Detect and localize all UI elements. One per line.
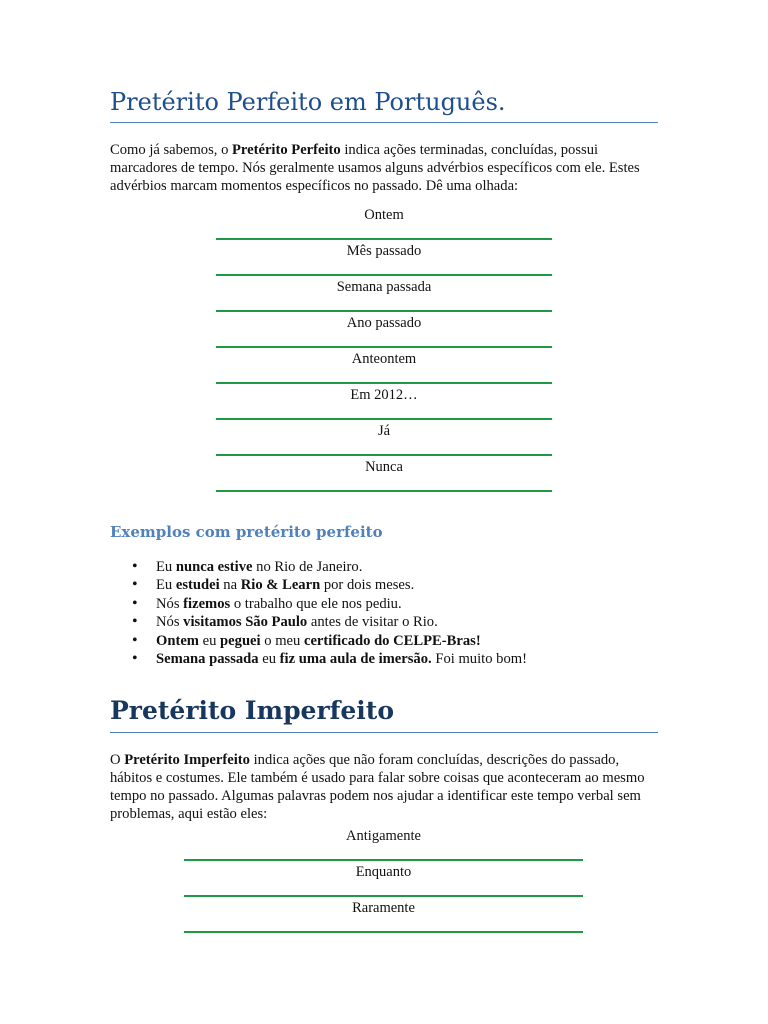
list-item	[110, 576, 670, 594]
examples-list	[110, 558, 670, 668]
intro-paragraph-perfeito	[110, 141, 660, 195]
intro-paragraph-imperfeito	[110, 751, 662, 823]
table-cell: Mês passado	[346, 243, 422, 259]
table-cell: Semana passada	[336, 279, 432, 295]
bold-text: estudei	[175, 577, 220, 594]
bold-text: peguei	[220, 632, 261, 649]
text-run: indica ações que não foram concluídas, descrições do passado, hábitos e costumes. Ele também é usado para falar sobre coisas que aconteceram ao mesmo tempo no passado. Algumas palavras podem nos ajudar a identificar este tempo verbal sem problemas, aqui estão eles:	[110, 752, 645, 822]
table-row	[216, 204, 552, 240]
text-run: o trabalho que ele nos pediu.	[230, 595, 402, 612]
section-title-preterito-perfeito: Pretérito Perfeito em Português.	[110, 86, 658, 123]
bold-text: visitamos São Paulo	[183, 614, 308, 631]
text-run: por dois meses.	[320, 577, 415, 594]
section-title-preterito-imperfeito: Pretérito Imperfeito	[110, 694, 658, 733]
table-cell: Anteontem	[351, 351, 417, 367]
table-row	[184, 825, 583, 861]
text-run: na	[219, 577, 241, 594]
bold-text: fiz uma aula de imersão.	[279, 651, 432, 668]
imperfeito-word-table	[184, 825, 583, 933]
table-cell: Nunca	[365, 459, 403, 475]
table-row	[216, 420, 552, 456]
bold-text: Ontem	[156, 632, 199, 649]
table-cell: Ontem	[364, 207, 404, 223]
table-cell: Raramente	[352, 900, 415, 916]
list-item	[110, 613, 670, 631]
bold-text: Pretérito Perfeito	[232, 142, 341, 158]
text-run: Nós	[156, 614, 184, 631]
text-run: o meu	[260, 632, 304, 649]
table-row	[216, 276, 552, 312]
text-run: O	[110, 752, 125, 768]
text-run: indica ações terminadas, concluídas, possui marcadores de tempo. Nós geralmente usamos alguns advérbios específicos com ele. Estes advérbios marcam momentos específicos no passado. Dê uma olhada:	[110, 142, 640, 194]
bold-text: Rio & Learn	[240, 577, 321, 594]
text-run: Foi muito bom!	[431, 651, 527, 668]
table-cell: Enquanto	[355, 864, 412, 880]
list-item	[110, 632, 670, 650]
table-cell: Em 2012…	[350, 387, 418, 403]
bold-text: Semana passada	[156, 651, 259, 668]
table-row	[216, 384, 552, 420]
text-run: eu	[258, 651, 280, 668]
list-item	[110, 595, 670, 613]
bold-text: fizemos	[183, 595, 231, 612]
text-run: eu	[198, 632, 221, 649]
text-run: antes de visitar o Rio.	[307, 614, 438, 631]
examples-heading: Exemplos com pretérito perfeito	[110, 523, 383, 541]
text-run: Eu	[156, 577, 176, 594]
list-item	[110, 558, 670, 576]
table-cell: Já	[377, 423, 391, 439]
table-row	[216, 312, 552, 348]
bold-text: Pretérito Imperfeito	[124, 752, 250, 768]
text-run: Eu	[156, 559, 176, 575]
table-row	[184, 897, 583, 933]
adverb-table	[216, 204, 552, 492]
table-cell: Antigamente	[346, 828, 421, 844]
bold-text: nunca estive	[175, 559, 253, 575]
table-row	[184, 861, 583, 897]
text-run: Nós	[156, 595, 184, 612]
table-cell: Ano passado	[346, 315, 422, 331]
bold-text: certificado do CELPE-Bras!	[303, 632, 481, 649]
table-row	[216, 348, 552, 384]
list-item	[110, 650, 670, 668]
text-run: Como já sabemos, o	[110, 142, 233, 158]
table-row	[216, 240, 552, 276]
table-row	[216, 456, 552, 492]
text-run: no Rio de Janeiro.	[252, 559, 363, 575]
